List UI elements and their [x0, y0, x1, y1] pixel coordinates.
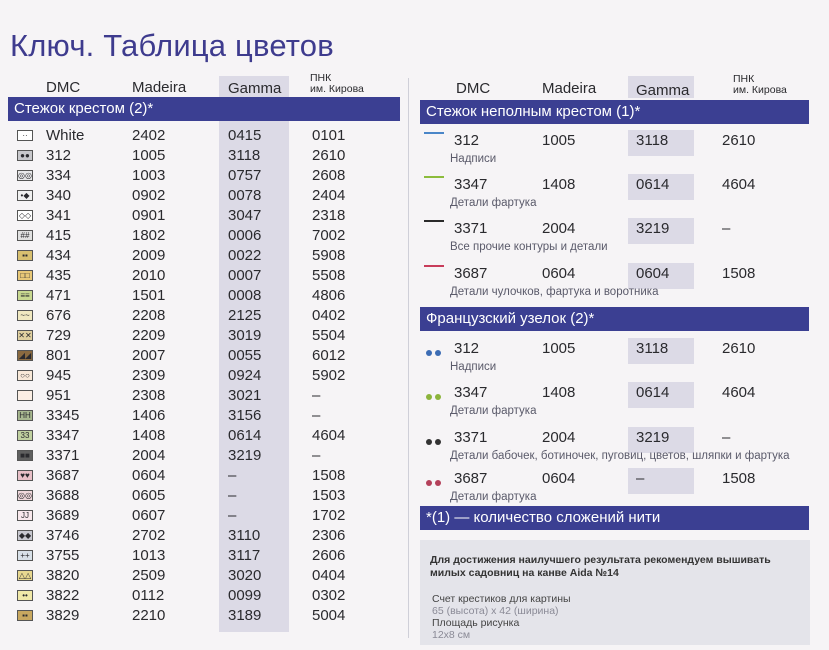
cell-dmc: 3345	[46, 407, 80, 424]
french-knot-dot-icon	[426, 480, 432, 486]
cell-madeira: 1003	[132, 167, 166, 184]
stitch-symbol-icon: □□	[17, 270, 33, 281]
cell-madeira: 2309	[132, 367, 166, 384]
cell-pnk: 1508	[722, 470, 756, 487]
cell-gamma: 0099	[228, 587, 262, 604]
header-pnk-line2: им. Кирова	[310, 83, 364, 95]
cell-gamma: 3019	[228, 327, 262, 344]
cell-pnk: 0404	[312, 567, 346, 584]
cell-gamma: 0008	[228, 287, 262, 304]
recommendation-text	[430, 554, 771, 580]
cell-madeira: 2010	[132, 267, 166, 284]
cell-pnk: 5902	[312, 367, 346, 384]
cell-pnk: 2318	[312, 207, 346, 224]
stitch-symbol-icon: ··	[17, 130, 33, 141]
cell-madeira: 2009	[132, 247, 166, 264]
header-gamma: Gamma	[228, 80, 282, 97]
cell-pnk: –	[312, 407, 321, 424]
french-knot-dot-icon	[435, 394, 441, 400]
cell-madeira: 2004	[132, 447, 166, 464]
cell-madeira: 1406	[132, 407, 166, 424]
stitch-symbol-icon: ■■	[17, 450, 33, 461]
cell-dmc: 434	[46, 247, 72, 264]
cell-madeira: 0604	[542, 265, 576, 282]
stitch-symbol-icon: ▪▪	[17, 610, 33, 621]
cell-dmc: 676	[46, 307, 72, 324]
cell-gamma: 0614	[228, 427, 262, 444]
stitch-symbol-icon: ◆◆	[18, 531, 32, 540]
cell-madeira: 0604	[542, 470, 576, 487]
cell-gamma: 0022	[228, 247, 262, 264]
stitch-symbol-icon: ◎◎	[18, 171, 32, 180]
usage-note: Детали фартука	[450, 405, 537, 417]
cell-gamma: 0604	[636, 265, 670, 282]
stitch-symbol-icon: ◎◎	[18, 491, 32, 500]
cell-gamma: 3118	[636, 132, 669, 149]
cell-dmc: 3755	[46, 547, 80, 564]
cell-gamma: 3110	[228, 527, 261, 544]
cell-gamma: –	[228, 507, 237, 524]
cell-pnk: 5504	[312, 327, 346, 344]
cell-pnk: –	[312, 387, 321, 404]
cell-gamma: 3118	[636, 340, 669, 357]
cell-pnk: 1503	[312, 487, 346, 504]
cell-madeira: 1005	[542, 340, 576, 357]
cell-pnk: 2606	[312, 547, 346, 564]
cell-pnk: 5908	[312, 247, 346, 264]
cell-madeira: 2007	[132, 347, 166, 364]
header-pnk	[310, 73, 364, 95]
right-header-pnk-line2: им. Кирова	[733, 84, 787, 96]
cell-pnk: –	[722, 220, 731, 237]
cell-gamma: 3189	[228, 607, 262, 624]
cell-dmc: 340	[46, 187, 72, 204]
usage-note: Детали фартука	[450, 491, 537, 503]
section-cross-stitch: Стежок крестом (2)*	[8, 97, 400, 121]
stitch-symbol-icon: ○○	[17, 370, 33, 381]
stitch-symbol-icon: ♥♥	[17, 470, 33, 481]
section-half-stitch: Стежок неполным крестом (1)*	[420, 100, 809, 124]
usage-note: Детали фартука	[450, 197, 537, 209]
cell-dmc: 729	[46, 327, 72, 344]
cell-gamma: 3219	[636, 429, 670, 446]
french-knot-dot-icon	[426, 394, 432, 400]
header-pnk-line1: ПНК	[310, 72, 332, 84]
french-knot-dot-icon	[435, 439, 441, 445]
french-knot-dot-icon	[435, 480, 441, 486]
right-header-dmc: DMC	[456, 80, 491, 97]
cell-dmc: 3371	[454, 220, 488, 237]
stitch-symbol-icon: △△	[18, 571, 32, 580]
cell-pnk: 1508	[722, 265, 756, 282]
cell-madeira: 2209	[132, 327, 166, 344]
cell-pnk: 5508	[312, 267, 346, 284]
cell-gamma: 0055	[228, 347, 262, 364]
stitch-line-icon	[424, 176, 444, 178]
cell-dmc: 3347	[454, 384, 488, 401]
cell-pnk: 0402	[312, 307, 346, 324]
cell-pnk: –	[312, 447, 321, 464]
cell-madeira: 2308	[132, 387, 166, 404]
cell-madeira: 2208	[132, 307, 166, 324]
cell-gamma: 3047	[228, 207, 262, 224]
cell-dmc: 435	[46, 267, 72, 284]
cell-dmc: 3347	[454, 176, 488, 193]
cell-madeira: 1013	[132, 547, 166, 564]
page-title: Ключ. Таблица цветов	[10, 28, 334, 63]
cell-pnk: 0101	[312, 127, 346, 144]
stitch-symbol-icon: ≡≡	[17, 290, 33, 301]
cell-dmc: 471	[46, 287, 72, 304]
cell-madeira: 1408	[542, 176, 576, 193]
cell-gamma: 3117	[228, 547, 261, 564]
cell-dmc: 3746	[46, 527, 80, 544]
cell-dmc: 801	[46, 347, 72, 364]
cell-dmc: 3347	[46, 427, 80, 444]
stitch-symbol-icon: ++	[17, 550, 33, 561]
usage-note: Надписи	[450, 153, 497, 165]
cell-dmc: 951	[46, 387, 72, 404]
cell-dmc: 3822	[46, 587, 80, 604]
cell-pnk: 0302	[312, 587, 346, 604]
cell-gamma: 2125	[228, 307, 262, 324]
cell-madeira: 1408	[132, 427, 166, 444]
right-header-gamma: Gamma	[636, 82, 690, 99]
cell-gamma: 3020	[228, 567, 262, 584]
usage-note: Надписи	[450, 361, 497, 373]
cell-madeira: 0604	[132, 467, 166, 484]
stitch-count-label: Счет крестиков для картины	[432, 593, 571, 605]
stitch-symbol-icon	[17, 390, 33, 401]
cell-pnk: 4604	[722, 384, 756, 401]
cell-madeira: 2004	[542, 220, 576, 237]
cell-dmc: 415	[46, 227, 72, 244]
stitch-count-value: 65 (высота) х 42 (ширина)	[432, 605, 559, 617]
cell-gamma: 0924	[228, 367, 262, 384]
usage-note: Детали чулочков, фартука и воротника	[450, 286, 659, 298]
cell-madeira: 0112	[132, 587, 165, 604]
cell-madeira: 0902	[132, 187, 166, 204]
cell-dmc: 3829	[46, 607, 80, 624]
french-knot-dot-icon	[426, 439, 432, 445]
area-label: Площадь рисунка	[432, 617, 520, 629]
cell-dmc: 3371	[454, 429, 488, 446]
cell-gamma: 0007	[228, 267, 262, 284]
cell-pnk: 2610	[722, 340, 756, 357]
cell-madeira: 2210	[132, 607, 166, 624]
header-madeira: Madeira	[132, 79, 187, 96]
stitch-symbol-icon: ##	[17, 230, 33, 241]
cell-gamma: –	[228, 467, 237, 484]
cell-madeira: 1005	[132, 147, 166, 164]
usage-note: Детали бабочек, ботиночек, пуговиц, цветов, шляпки и фартука	[450, 450, 790, 462]
cell-pnk: 2610	[722, 132, 756, 149]
cell-pnk: 7002	[312, 227, 346, 244]
cell-dmc: 3687	[454, 470, 488, 487]
cell-dmc: 945	[46, 367, 72, 384]
info-box	[420, 540, 810, 645]
right-header-pnk	[733, 74, 787, 96]
cell-madeira: 0607	[132, 507, 166, 524]
cell-pnk: 4604	[722, 176, 756, 193]
cell-dmc: 3688	[46, 487, 80, 504]
cell-madeira: 2004	[542, 429, 576, 446]
recommendation-line1: Для достижения наилучшего результата рекомендуем вышивать	[430, 554, 771, 566]
cell-pnk: 4806	[312, 287, 346, 304]
area-value: 12х8 см	[432, 629, 471, 641]
cell-gamma: –	[636, 470, 645, 487]
cell-dmc: 3371	[46, 447, 80, 464]
cell-pnk: 4604	[312, 427, 346, 444]
cell-dmc: 3820	[46, 567, 80, 584]
cell-pnk: 2608	[312, 167, 346, 184]
right-header-madeira: Madeira	[542, 80, 597, 97]
cell-madeira: 1802	[132, 227, 166, 244]
cell-gamma: 0757	[228, 167, 262, 184]
cell-madeira: 1005	[542, 132, 576, 149]
cell-gamma: 0078	[228, 187, 262, 204]
stitch-symbol-icon: 33	[17, 430, 33, 441]
cell-pnk: 1702	[312, 507, 346, 524]
cell-gamma: 0415	[228, 127, 262, 144]
french-knot-dot-icon	[435, 350, 441, 356]
section-french-knot: Французский узелок (2)*	[420, 307, 809, 331]
stitch-symbol-icon: HH	[17, 410, 33, 421]
cell-madeira: 1408	[542, 384, 576, 401]
french-knot-dot-icon	[426, 350, 432, 356]
cell-madeira: 2509	[132, 567, 166, 584]
cell-madeira: 2402	[132, 127, 166, 144]
column-divider	[408, 78, 409, 638]
cell-pnk: 1508	[312, 467, 346, 484]
recommendation-line2: милых садовниц на канве Aida №14	[430, 567, 619, 579]
stitch-symbol-icon: ●●	[17, 150, 33, 161]
usage-note: Все прочие контуры и детали	[450, 241, 608, 253]
stitch-line-icon	[424, 220, 444, 222]
header-dmc: DMC	[46, 79, 81, 96]
stitch-line-icon	[424, 132, 444, 134]
cell-dmc: 312	[454, 132, 480, 149]
stitch-symbol-icon: ~~	[17, 310, 33, 321]
cell-madeira: 1501	[132, 287, 166, 304]
cell-pnk: 6012	[312, 347, 346, 364]
cell-dmc: 334	[46, 167, 72, 184]
right-header-pnk-line1: ПНК	[733, 73, 755, 85]
cell-pnk: 2404	[312, 187, 346, 204]
cell-dmc: 3687	[454, 265, 488, 282]
cell-gamma: 3021	[228, 387, 262, 404]
cell-dmc: 3687	[46, 467, 80, 484]
cell-madeira: 0605	[132, 487, 166, 504]
cell-gamma: 0006	[228, 227, 262, 244]
cell-gamma: 0614	[636, 384, 670, 401]
cell-dmc: 312	[46, 147, 72, 164]
cell-dmc: White	[46, 127, 85, 144]
footnote-band: *(1) — количество сложений нити	[420, 506, 809, 530]
stitch-symbol-icon: JJ	[17, 510, 33, 521]
cell-dmc: 3689	[46, 507, 80, 524]
cell-pnk: 2306	[312, 527, 346, 544]
cell-pnk: 5004	[312, 607, 346, 624]
stitch-symbol-icon: ✕✕	[18, 331, 32, 340]
cell-gamma: 0614	[636, 176, 670, 193]
cell-gamma: 3219	[228, 447, 262, 464]
cell-pnk: 2610	[312, 147, 346, 164]
cell-dmc: 341	[46, 207, 72, 224]
stitch-symbol-icon: •◆	[17, 190, 33, 201]
cell-gamma: 3118	[228, 147, 261, 164]
cell-gamma: –	[228, 487, 237, 504]
stitch-symbol-icon: ••	[17, 590, 33, 601]
cell-gamma: 3219	[636, 220, 670, 237]
stitch-symbol-icon: ◇◇	[18, 211, 32, 220]
cell-gamma: 3156	[228, 407, 262, 424]
stitch-symbol-icon: ▪▪	[17, 250, 33, 261]
cell-pnk: –	[722, 429, 731, 446]
cell-madeira: 0901	[132, 207, 166, 224]
stitch-line-icon	[424, 265, 444, 267]
cell-madeira: 2702	[132, 527, 166, 544]
cell-dmc: 312	[454, 340, 480, 357]
stitch-symbol-icon: ◢◢	[18, 351, 32, 360]
